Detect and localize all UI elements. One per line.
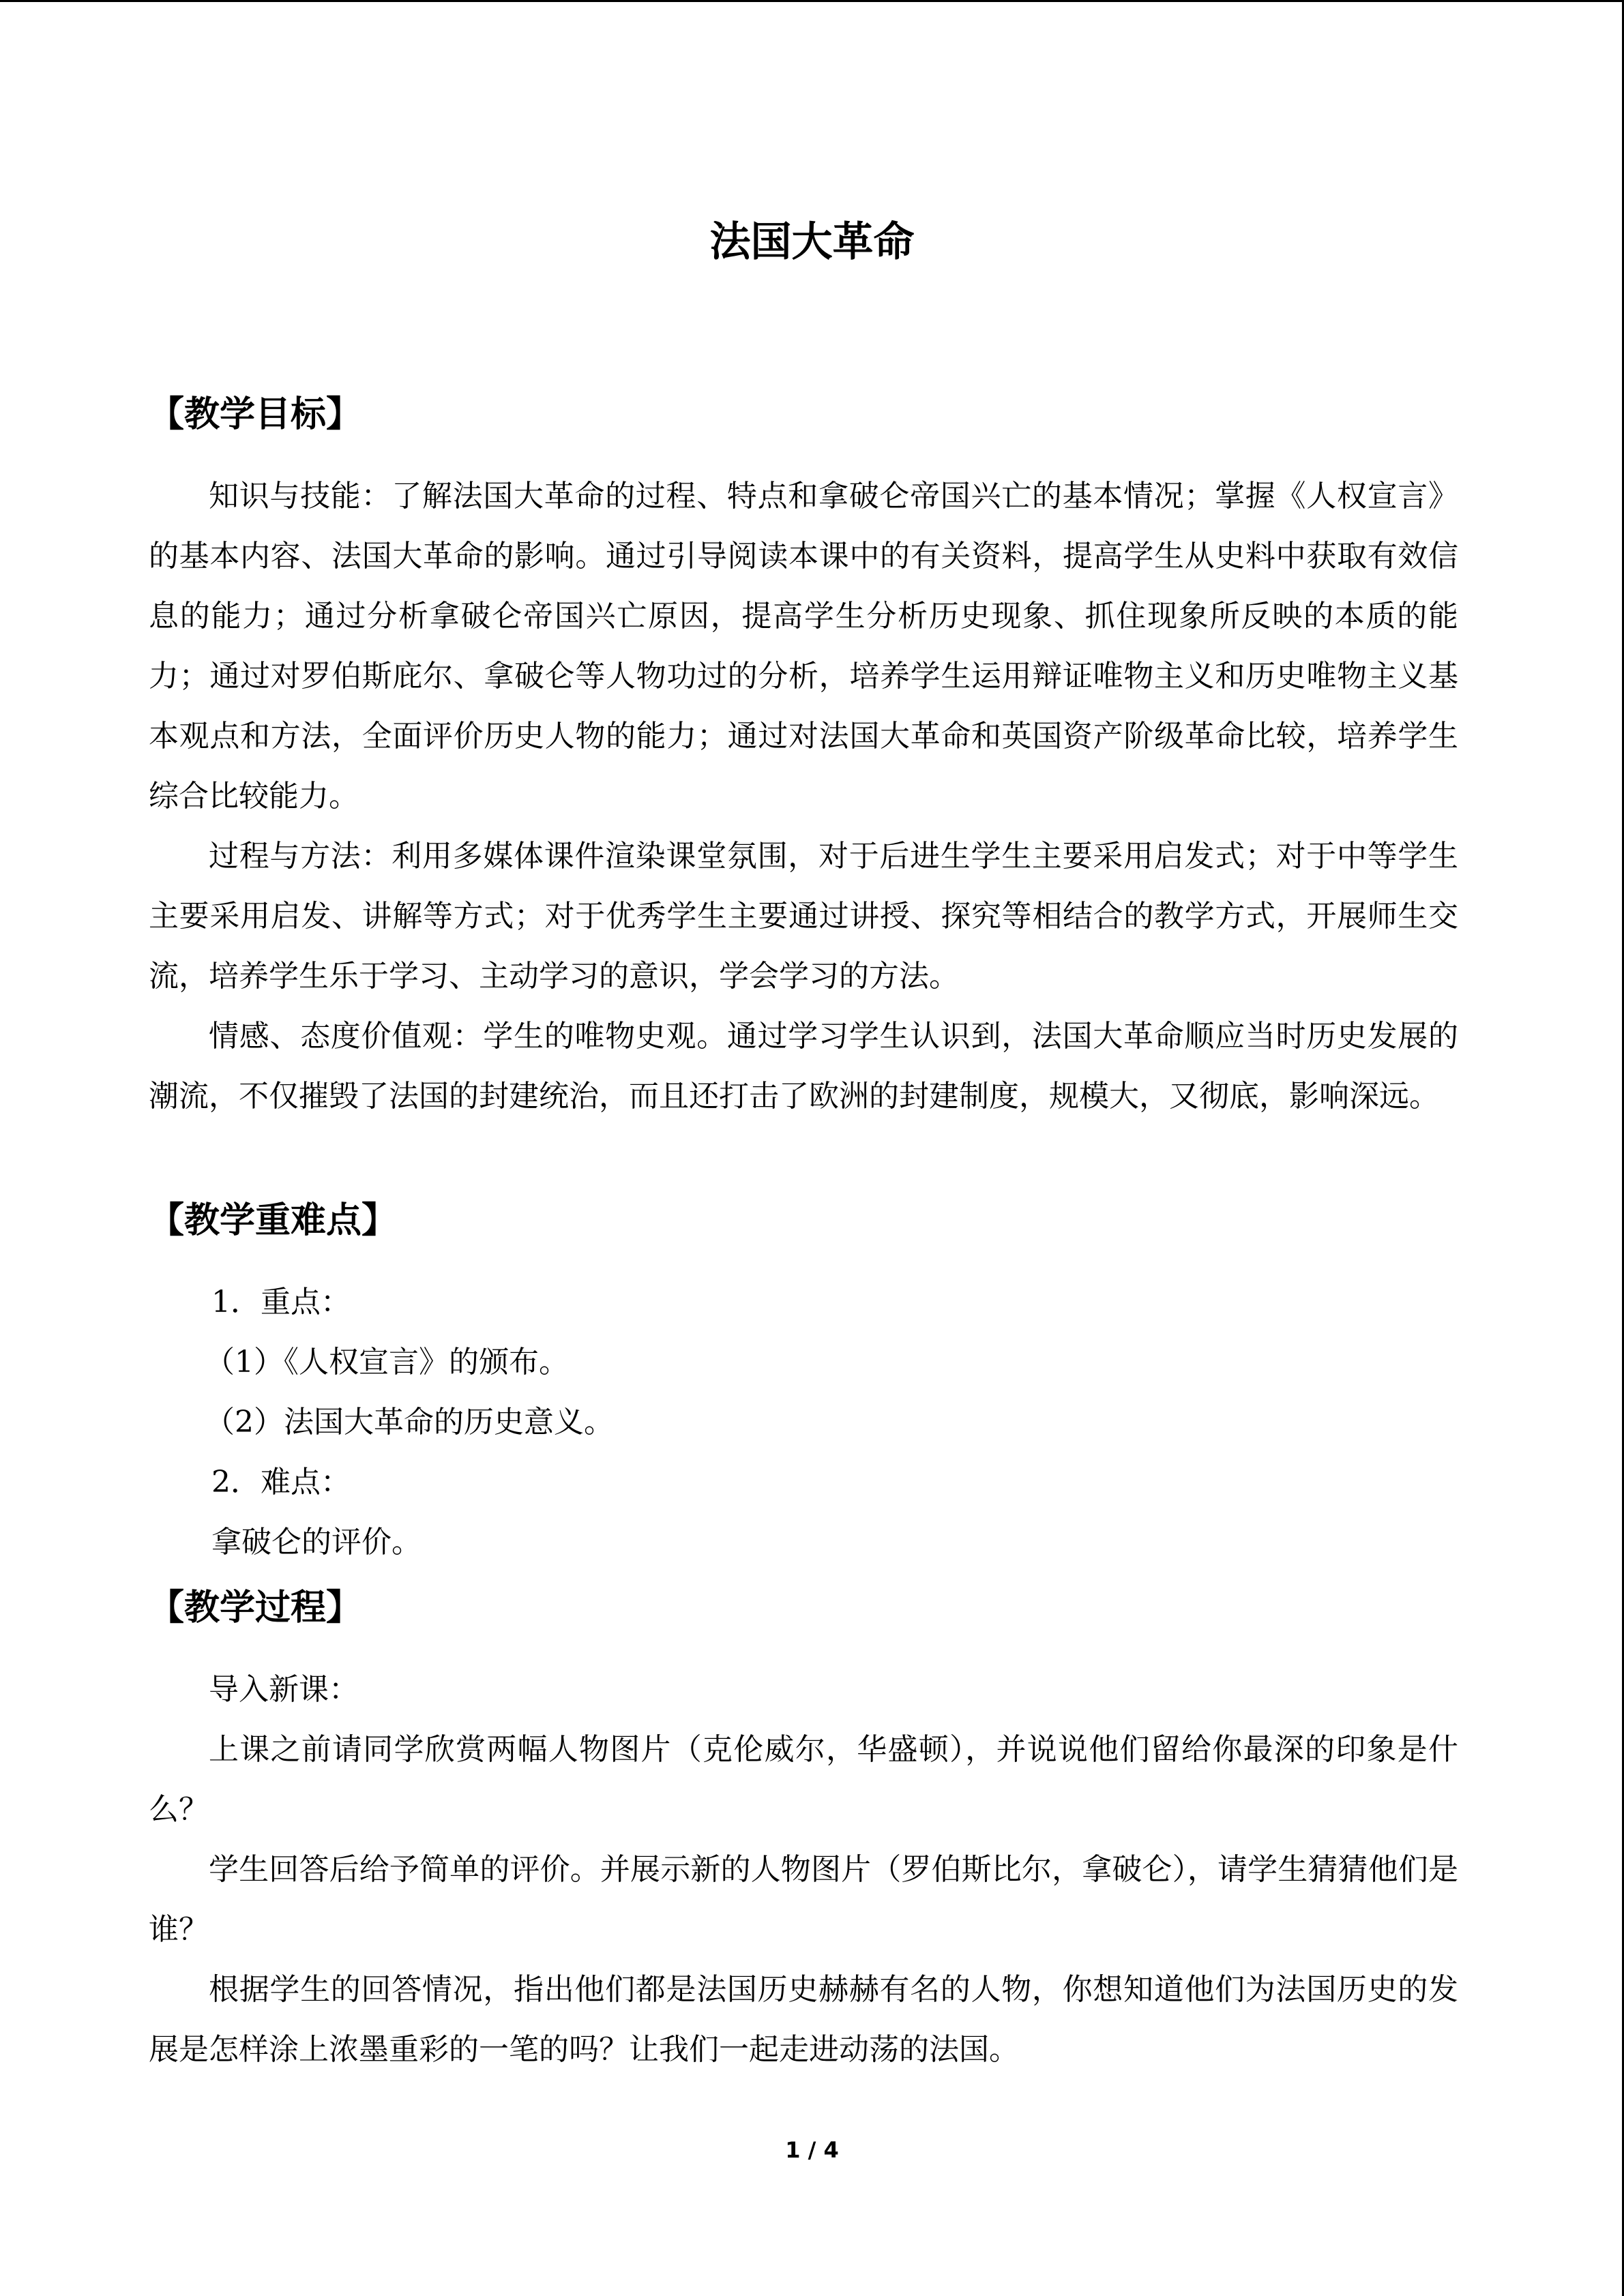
difficult-point-item: 拿破仑的评价。	[211, 1525, 422, 1560]
section-heading-process: 【教学过程】	[149, 1587, 362, 1628]
process-paragraph: 上课之前请同学欣赏两幅人物图片（克伦威尔，华盛顿），并说说他们留给你最深的印象是什么？	[149, 1732, 1458, 1827]
process-paragraph: 根据学生的回答情况，指出他们都是法国历史赫赫有名的人物，你想知道他们为法国历史的发展是怎样涂上浓墨重彩的一笔的吗？让我们一起走进动荡的法国。	[149, 1972, 1458, 2067]
process-paragraph: 学生回答后给予简单的评价。并展示新的人物图片（罗伯斯比尔，拿破仑），请学生猜猜他们是谁？	[149, 1852, 1458, 1947]
document-title: 法国大革命	[709, 218, 915, 266]
page-number: 1 / 4	[785, 2137, 839, 2163]
process-paragraph-intro: 导入新课：	[209, 1672, 359, 1707]
key-point-label: 1．重点：	[211, 1285, 351, 1320]
section-heading-key-points: 【教学重难点】	[149, 1200, 398, 1241]
difficult-point-label: 2．难点：	[211, 1465, 351, 1500]
objectives-paragraph-knowledge: 知识与技能：了解法国大革命的过程、特点和拿破仑帝国兴亡的基本情况；掌握《人权宣言》的基本内容、法国大革命的影响。通过引导阅读本课中的有关资料，提高学生从史料中获取有效信息的能力；通过分析拿破仑帝国兴亡原因，提高学生分析历史现象、抓住现象所反映的本质的能力；通过对罗伯斯庇尔、拿破仑等人物功过的分析，培养学生运用辩证唯物主义和历史唯物主义基本观点和方法，全面评价历史人物的能力；通过对法国大革命和英国资产阶级革命比较，培养学生综合比较能力。	[149, 479, 1458, 814]
key-point-item: （1）《人权宣言》的颁布。	[205, 1345, 569, 1380]
objectives-paragraph-process: 过程与方法：利用多媒体课件渲染课堂氛围，对于后进生学生主要采用启发式；对于中等学生主要采用启发、讲解等方式；对于优秀学生主要通过讲授、探究等相结合的教学方式，开展师生交流，培养学生乐于学习、主动学习的意识，学会学习的方法。	[149, 839, 1458, 994]
objectives-paragraph-values: 情感、态度价值观：学生的唯物史观。通过学习学生认识到，法国大革命顺应当时历史发展的潮流，不仅摧毁了法国的封建统治，而且还打击了欧洲的封建制度，规模大，又彻底，影响深远。	[149, 1019, 1458, 1114]
key-point-item: （2）法国大革命的历史意义。	[205, 1405, 614, 1440]
section-heading-objectives: 【教学目标】	[149, 394, 362, 435]
